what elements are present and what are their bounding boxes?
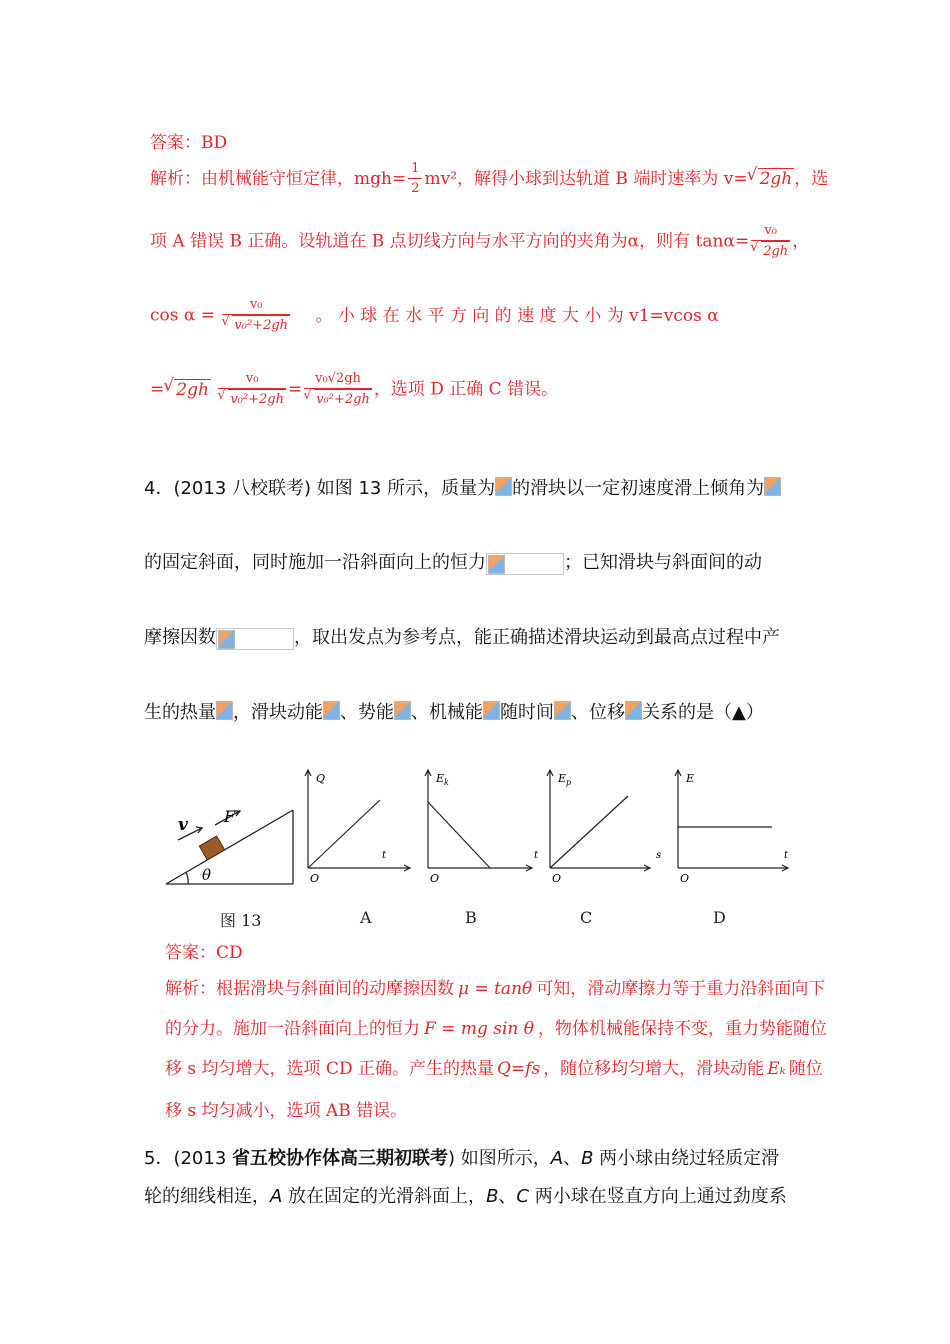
broken-image-icon bbox=[625, 701, 642, 720]
prev-analysis-line-1: 解析：由机械能守恒定律，mgh= $\frac{1}{2}$ mv²，解得小球到达轨道 B 端时速率为 v=√ 2gh ，选 bbox=[150, 160, 828, 199]
label-F: F bbox=[224, 807, 236, 826]
q4-line-2: 的固定斜面，同时施加一沿斜面向上的恒力 ；已知滑块与斜面间的动 bbox=[144, 552, 762, 573]
origin-O: O bbox=[310, 872, 320, 885]
broken-image-icon bbox=[394, 701, 411, 720]
sqrt-2gh: √ 2gh bbox=[758, 168, 795, 189]
caption-A: A bbox=[360, 908, 372, 927]
prev-analysis-line-3: cos α = v₀ √ v₀²+2gh 。 小 球 在 水 平 方 向 的 速 度 大 小 为 v1=vcos α bbox=[150, 296, 870, 336]
broken-image-icon bbox=[554, 701, 571, 720]
prev-analysis-line-2: 项 A 错误 B 正确。设轨道在 B 点切线方向与水平方向的夹角为α，则有 tanα= v₀ √ 2gh ， bbox=[150, 222, 809, 262]
origin-O: O bbox=[680, 872, 690, 885]
origin-O: O bbox=[430, 872, 440, 885]
formula-image-placeholder bbox=[216, 628, 294, 650]
axis-t: t bbox=[382, 850, 387, 861]
q4-line-1: 4．(2013 八校联考) 如图 13 所示，质量为 的滑块以一定初速度滑上倾角为 bbox=[144, 474, 781, 500]
graph-A bbox=[305, 770, 410, 871]
fraction-cos-alpha: v₀ √ v₀²+2gh bbox=[222, 296, 290, 336]
graph-C bbox=[547, 770, 650, 871]
figure-13 bbox=[160, 760, 800, 895]
axis-t: t bbox=[534, 850, 539, 861]
label-v: v bbox=[178, 815, 188, 835]
caption-B: B bbox=[465, 908, 477, 927]
broken-image-icon bbox=[323, 701, 340, 720]
q4-analysis-line-2: 的分力。施加一沿斜面向上的恒力 F = mg sin θ ，物体机械能保持不变，重力势能随位 bbox=[165, 1019, 828, 1039]
q4-answer: 答案：CD bbox=[165, 943, 243, 963]
axis-Ek: E bbox=[436, 772, 445, 785]
q4-analysis-line-4: 移 s 均匀减小，选项 AB 错误。 bbox=[165, 1101, 408, 1121]
broken-image-icon bbox=[764, 477, 781, 496]
caption-figure-13: 图 13 bbox=[220, 911, 262, 930]
axis-Q: Q bbox=[316, 772, 326, 785]
q5-line-1: 5．(2013 省五校协作体高三期初联考) 如图所示，A、B 两小球由绕过轻质定滑 bbox=[144, 1148, 780, 1169]
q4-analysis-line-3: 移 s 均匀增大，选项 CD 正确。产生的热量 Q=fs ，随位移均匀增大，滑块动能 Eₖ 随位 bbox=[165, 1059, 823, 1079]
fraction-half: $\frac{1}{2}$ bbox=[408, 160, 422, 199]
graph-B bbox=[425, 770, 532, 871]
origin-O: O bbox=[552, 872, 562, 885]
caption-D: D bbox=[713, 908, 726, 927]
slider-block bbox=[199, 836, 224, 860]
axis-Ep-subscript: p bbox=[566, 778, 572, 787]
broken-image-icon bbox=[488, 555, 505, 574]
formula-image-placeholder bbox=[486, 553, 564, 575]
broken-image-icon bbox=[218, 630, 235, 649]
caption-C: C bbox=[580, 908, 593, 927]
broken-image-icon bbox=[216, 701, 233, 720]
fraction-v0-over-sqrt2gh: v₀ √ 2gh bbox=[751, 222, 790, 262]
axis-E: E bbox=[686, 772, 695, 785]
axis-Ek-subscript: k bbox=[444, 778, 449, 787]
q4-analysis-line-1: 解析：根据滑块与斜面间的动摩擦因数 μ = tanθ 可知，滑动摩擦力等于重力沿斜面向下 bbox=[165, 979, 826, 999]
graph-D bbox=[675, 770, 788, 871]
axis-s: s bbox=[656, 850, 662, 861]
prev-answer: 答案：BD bbox=[150, 133, 228, 153]
q4-line-3: 摩擦因数 ，取出发点为参考点，能正确描述滑块运动到最高点过程中产 bbox=[144, 627, 780, 648]
broken-image-icon bbox=[483, 701, 500, 720]
broken-image-icon bbox=[495, 477, 512, 496]
prev-analysis-line-4: =√ 2gh v₀ √ v₀²+2gh = v₀√2gh √ v₀²+2gh ，选项 D 正确 C 错误。 bbox=[150, 370, 558, 410]
axis-t: t bbox=[784, 850, 789, 861]
fraction-v0-over-root: v₀ √ v₀²+2gh bbox=[218, 370, 286, 410]
q4-line-4: 生的热量 ，滑块动能 、势能 、机械能 随时间 、位移 关系的是（▲） bbox=[144, 702, 764, 723]
q5-line-2: 轮的细线相连，A 放在固定的光滑斜面上，B、C 两小球在竖直方向上通过劲度系 bbox=[144, 1186, 787, 1207]
axis-Ep: E bbox=[558, 772, 567, 785]
label-theta: θ bbox=[202, 866, 212, 884]
fraction-result: v₀√2gh √ v₀²+2gh bbox=[304, 370, 372, 410]
